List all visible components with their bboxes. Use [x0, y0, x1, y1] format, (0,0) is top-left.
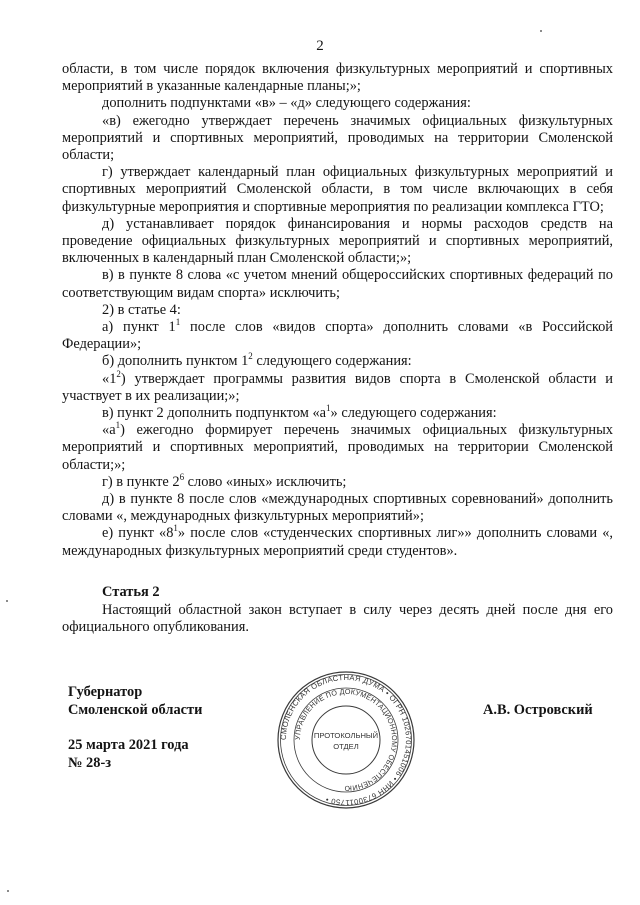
law-paragraph: д) в пункте 8 после слов «международных спортивных соревнований» дополнить словами «, международных физкультурных мероприятий»;: [62, 491, 613, 525]
stamp-center-line2: ОТДЕЛ: [333, 742, 359, 751]
law-paragraph: д) устанавливает порядок финансирования и нормы расходов средств на проведение официальных физкультурных мероприятий и спортивных мероприятий, включенных в календарный план Смоленской области;»;: [62, 215, 613, 267]
law-paragraph: в) в пункте 8 слова «с учетом мнений общероссийских спортивных федераций по соответствующим видам спорта» исключить;: [62, 267, 613, 301]
law-date: 25 марта 2021 года: [68, 737, 189, 753]
governor-name: А.В. Островский: [483, 702, 593, 718]
stamp-outer-text: СМОЛЕНСКАЯ ОБЛАСТНАЯ ДУМА • ОГРН 1026701451006 • ИНН 6730011750 •: [278, 672, 414, 808]
law-number: № 28-з: [68, 755, 112, 771]
article-text: Настоящий областной закон вступает в силу через десять дней после дня его официального опубликования.: [62, 601, 613, 635]
governor-title: [68, 683, 202, 719]
law-paragraph: б) дополнить пунктом $1^2$ следующего содержания:: [102, 351, 412, 370]
law-paragraph: а) пункт $1^1$ после слов «видов спорта» дополнить словами «в Российской Федерации»;: [62, 317, 613, 353]
svg-text:УПРАВЛЕНИЕ ПО ДОКУМЕНТАЦИОННОМ: [293, 687, 399, 793]
law-date-number: [68, 736, 189, 772]
law-paragraph: дополнить подпунктами «в» – «д» следующего содержания:: [102, 95, 471, 112]
law-paragraph: 2) в статье 4:: [102, 301, 181, 318]
stamp-inner-text: УПРАВЛЕНИЕ ПО ДОКУМЕНТАЦИОННОМУ ОБЕСПЕЧЕНИЮ: [292, 686, 400, 794]
law-paragraph: «$1^2$) утверждает программы развития видов спорта в Смоленской области и участвует в их реализации;»;: [62, 368, 613, 404]
official-stamp: [276, 670, 416, 810]
scan-speck: [6, 600, 8, 602]
article-2: [62, 584, 613, 637]
scan-speck: [540, 30, 542, 32]
governor-title-line2: Смоленской области: [68, 702, 203, 718]
law-paragraph: «$а^1$) ежегодно формирует перечень значимых официальных физкультурных мероприятий и спортивных мероприятий, проводимых на территории Смоленской области;»;: [62, 420, 613, 473]
law-paragraph: области, в том числе порядок включения физкультурных мероприятий и спортивных мероприятий в указанные календарные планы;»;: [62, 61, 613, 95]
law-paragraph: г) в пункте $2^6$ слово «иных» исключить;: [102, 471, 347, 490]
scan-speck: [7, 890, 9, 892]
law-paragraph: г) утверждает календарный план официальных физкультурных мероприятий и спортивных мероприятий Смоленской области, в том числе включающих в себя физкультурные мероприятия и спортивные мероприятия по реализации комплекса ГТО;: [62, 164, 613, 215]
governor-title-line1: Губернатор: [68, 684, 143, 700]
page-number: 2: [316, 38, 324, 54]
law-paragraph: е) пункт «$8^1$» после слов «студенческих спортивных лиг»» дополнить словами «, международных физкультурных мероприятий среди студентов».: [62, 523, 613, 559]
law-paragraph: в) пункт 2 дополнить подпунктом «$а^1$» следующего содержания:: [102, 403, 497, 422]
law-paragraph: «в) ежегодно утверждает перечень значимых официальных физкультурных мероприятий и спортивных мероприятий, проводимых на территории Смоленской области;: [62, 112, 613, 164]
article-heading: Статья 2: [102, 584, 160, 600]
law-text: [62, 61, 613, 560]
stamp-center-line1: ПРОТОКОЛЬНЫЙ: [313, 731, 379, 740]
